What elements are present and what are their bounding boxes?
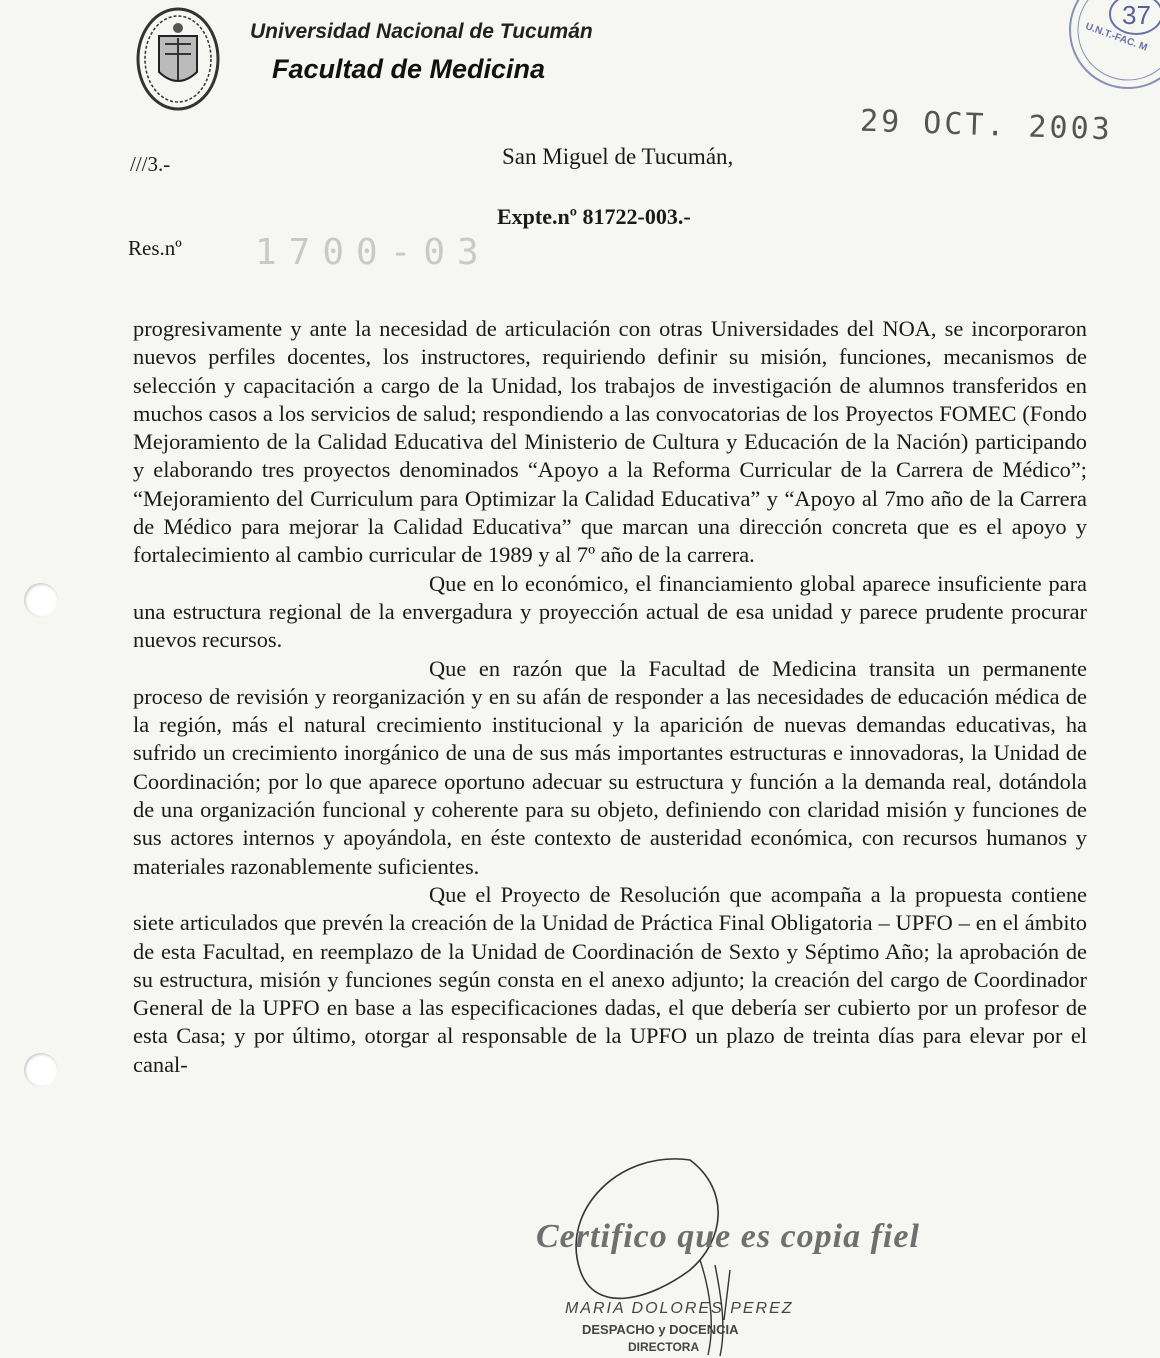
date-stamp: 29 OCT. 2003: [859, 103, 1114, 148]
folio-stamp-text: U.N.T.-FAC. M: [1083, 21, 1149, 54]
page-reference: ///3.-: [130, 152, 171, 176]
signer-name: MARIA DOLORES PEREZ: [565, 1300, 794, 1317]
body-paragraph-3: Que en razón que la Facultad de Medicina transita un permanente proceso de revisión y reorganización y en su afán de responder a las necesidades de educación médica de la región, más el natural crecimiento institucional y la aparición de nuevas demandas educativas, ha sufrido un crecimiento inorgánico de una de sus más importantes estructuras e innovadoras, la Unidad de Coordinación; por lo que aparece oportuno adecuar su estructura y función a la demanda real, dotándola de una organización funcional y coherente para su objeto, definiendo con claridad misión y funciones de sus actores internos y apoyándola, en éste contexto de austeridad económica, con recursos humanos y materiales razonablemente suficientes.: [133, 655, 1087, 879]
resolution-label: Res.nº: [128, 236, 182, 260]
expediente-number: Expte.nº 81722-003.-: [497, 204, 691, 229]
body-paragraph-1: progresivamente y ante la necesidad de articulación con otras Universidades del NOA, se incorporaron nuevos perfiles docentes, los instructores, requiriendo definir su misión, funciones, mecanismos de selección y capacitación a cargo de la Unidad, los trabajos de investigación de alumnos transferidos en muchos casos a los servicios de salud; respondiendo a las convocatorias de los Proyectos FOMEC (Fondo Mejoramiento de la Calidad Educativa del Ministerio de Cultura y Educación de la Nación) participando y elaborando tres proyectos denominados “Apoyo a la Reforma Curricular de la Carrera de Médico”; “Mejoramiento del Curriculum para Optimizar la Calidad Educativa” y “Apoyo al 7mo año de la Carrera de Médico para mejorar la Calidad Educativa” que marcan una dirección concreta que es el apoyo y fortalecimiento al cambio curricular de 1989 y al 7º año de la carrera.: [133, 316, 1087, 568]
body-paragraph-2: Que en lo económico, el financiamiento global aparece insuficiente para una estructura regional de la envergadura y proyección actual de esa unidad y parece prudente procurar nuevos recursos.: [133, 570, 1087, 653]
signer-role: DIRECTORA: [628, 1340, 700, 1354]
place-line: San Miguel de Tucumán,: [502, 144, 734, 169]
signer-office: DESPACHO y DOCENCIA: [582, 1322, 739, 1337]
punch-hole: [24, 583, 58, 617]
punch-hole: [24, 1053, 58, 1087]
resolution-number: 1700-03: [255, 232, 491, 273]
body-paragraph-4: Que el Proyecto de Resolución que acompaña a la propuesta contiene siete articulados que prevén la creación de la Unidad de Práctica Final Obligatoria – UPFO – en el ámbito de esta Facultad, en reemplazo de la Unidad de Coordinación de Sexto y Séptimo Año; la aprobación de su estructura, misión y funciones según consta en el anexo adjunto; la creación del cargo de Coordinador General de la UPFO en base a las especificaciones dadas, el que debería ser cubierto por un profesor de esta Casa; y por último, otorgar al responsable de la UPFO un plazo de treinta días para elevar por el canal-: [133, 881, 1087, 1077]
folio-stamp: [1066, 0, 1160, 100]
university-seal-icon: [135, 6, 221, 112]
university-name: Universidad Nacional de Tucumán: [250, 20, 593, 43]
document-body: [133, 315, 1087, 1079]
certification-text: Certifico que es copia fiel: [536, 1218, 920, 1255]
folio-number: 37: [1122, 0, 1151, 30]
faculty-name: Facultad de Medicina: [272, 54, 546, 84]
